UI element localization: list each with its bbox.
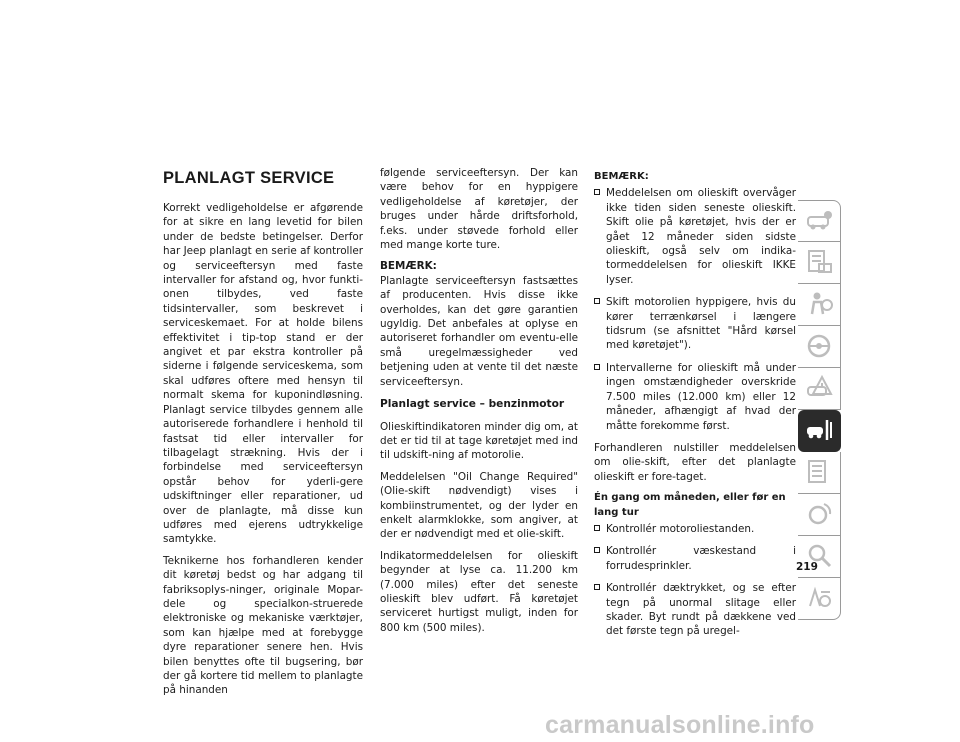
column-1 bbox=[163, 168, 363, 705]
page-title: PLANLAGT SERVICE bbox=[163, 169, 335, 187]
note-bullet-list bbox=[594, 186, 796, 433]
tab-technical-data[interactable] bbox=[798, 452, 841, 494]
car-info-icon bbox=[806, 207, 834, 235]
tab-languages[interactable] bbox=[798, 578, 841, 620]
tab-service-maintenance[interactable] bbox=[798, 410, 841, 452]
checkbox-bullet-icon bbox=[594, 525, 600, 531]
checkbox-bullet-icon bbox=[594, 547, 600, 553]
tab-safety[interactable] bbox=[798, 284, 841, 326]
checklist-envelope-icon bbox=[806, 248, 834, 276]
paragraph-oil-indicator: Olieskiftindikatoren minder dig om, at det er tid til at tage køretøjet med ind til udskift-ning af motorolie. bbox=[380, 420, 578, 462]
tab-checklist[interactable] bbox=[798, 242, 841, 284]
paragraph-continued: følgende serviceeftersyn. Der kan være behov for en hyppigere vedligeholdelse af køretøjer, der bruges under hårde driftsforhold, f.eks. under støvede forhold eller med mange korte ture. bbox=[380, 167, 578, 252]
page-number: 219 bbox=[796, 561, 818, 573]
checkbox-bullet-icon bbox=[594, 189, 600, 195]
list-item: Kontrollér motoroliestanden. bbox=[594, 522, 796, 536]
car-spec-icon bbox=[806, 500, 834, 528]
car-crash-icon bbox=[806, 374, 834, 402]
watermark-text: carmanualsonline.info bbox=[545, 711, 815, 739]
tab-driving[interactable] bbox=[798, 326, 841, 368]
section-heading-petrol: Planlagt service – benzinmotor bbox=[380, 398, 565, 411]
tab-vehicle-info[interactable] bbox=[798, 200, 841, 242]
list-item: Kontrollér væskestand i forrudesprinkler. bbox=[594, 544, 796, 573]
language-icon bbox=[806, 584, 834, 612]
tab-multimedia[interactable] bbox=[798, 494, 841, 536]
section-heading-monthly: Én gang om måneden, eller før en lang tur bbox=[594, 492, 786, 518]
column-2 bbox=[380, 166, 578, 642]
checkbox-bullet-icon bbox=[594, 584, 600, 590]
paragraph-intro: Korrekt vedligeholdelse er afgørende for at sikre en lang levetid for bilen under de bedste betingelser. Derfor har Jeep planlagt en serie af kontroller og serviceeftersyn med faste intervaller for afstand og, hvor funkti-onen tilbydes, ved faste tidsintervaller, som beskrevet i serviceskemaet. For at holde bilens effektivitet i tip-top stand er der angivet et par ekstra kontroller på siderne i følgende serviceskema, som skal udføres oftere med hensyn til normalt skema for kuponindløsning. Planlagt service tilbydes gennem alle autoriserede forhandlere i henhold til fastsat tid eller intervaller for tilbagelagt strækning. Hvis der i forbindelse med serviceeftersyn opstår behov for yderli-gere udskiftninger eller reparationer, ud over de planlagte, må disse kun udføres med ejerens udtrykkelige samtykke. bbox=[163, 202, 363, 546]
car-tools-icon bbox=[806, 416, 834, 444]
paragraph-oil-message: Meddelelsen "Oil Change Required" (Olie-skift nødvendigt) vises i kombiinstrumentet, og der lyder en enkelt alarmklokke, som angiver, at der er nødvendigt med et olie-skift. bbox=[380, 470, 578, 541]
list-item: Meddelelsen om olieskift overvåger ikke tiden siden seneste olieskift. Skift olie på køretøjet, hvis der er gået 12 måneder siden sidste olieskift, også selv om indika-tormeddelelsen for olieskift IKKE lyser. bbox=[594, 186, 796, 287]
list-item: Intervallerne for olieskift må under ingen omstændigheder overskride 7.500 miles (12.000 km) eller 12 måneder, afhængigt af hvad der måtte forekomme først. bbox=[594, 361, 796, 433]
service-list-icon bbox=[806, 458, 834, 486]
paragraph-reset: Forhandleren nulstiller meddelelsen om olie-skift, efter det planlagte olieskift er fore-taget. bbox=[594, 441, 796, 483]
checkbox-bullet-icon bbox=[594, 298, 600, 304]
note-label: BEMÆRK: bbox=[380, 260, 437, 273]
note-text: Planlagte serviceeftersyn fastsættes af producenten. Hvis disse ikke overholdes, kan det gøre garantien ugyldig. Det anbefales at oplyse en autoriseret forhandler om eventu-elle små uregelmæssigheder ved betjening uden at vente til det næste serviceeftersyn. bbox=[380, 274, 578, 388]
column-3 bbox=[594, 166, 796, 647]
list-item: Skift motorolien hyppigere, hvis du kører terrænkørsel i længere tidsrum (se afsnittet "Hård kørsel med køretøjet"). bbox=[594, 295, 796, 353]
seatbelt-airbag-icon bbox=[806, 290, 834, 318]
note-label: BEMÆRK: bbox=[594, 171, 649, 182]
tab-emergency[interactable] bbox=[798, 368, 841, 410]
note-block bbox=[380, 259, 578, 389]
paragraph-technicians: Teknikerne hos forhandleren kender dit køretøj bedst og har adgang til fabriksoplys-ninger, originale Mopar-dele og specialkon-struerede elektroniske og mekaniske værktøjer, som kan hjælpe med at forebygge dyre reparationer senere hen. Hvis bilen benyttes ofte til bugsering, bør der gå kortere tid mellem to planlagte på hinanden bbox=[163, 554, 363, 697]
list-item: Kontrollér dæktrykket, og se efter tegn på unormal slitage eller skader. Byt rundt på dækkene ved det første tegn på uregel- bbox=[594, 581, 796, 639]
checkbox-bullet-icon bbox=[594, 364, 600, 370]
steering-wheel-icon bbox=[806, 332, 834, 360]
monthly-bullet-list bbox=[594, 522, 796, 639]
chapter-tab-sidebar bbox=[798, 200, 841, 620]
paragraph-oil-interval: Indikatormeddelelsen for olieskift begynder at lyse ca. 11.200 km (7.000 miles) efter det seneste olieskift blev udført. Få køretøjet serviceret hurtigst muligt, inden for 800 km (500 miles). bbox=[380, 549, 578, 634]
